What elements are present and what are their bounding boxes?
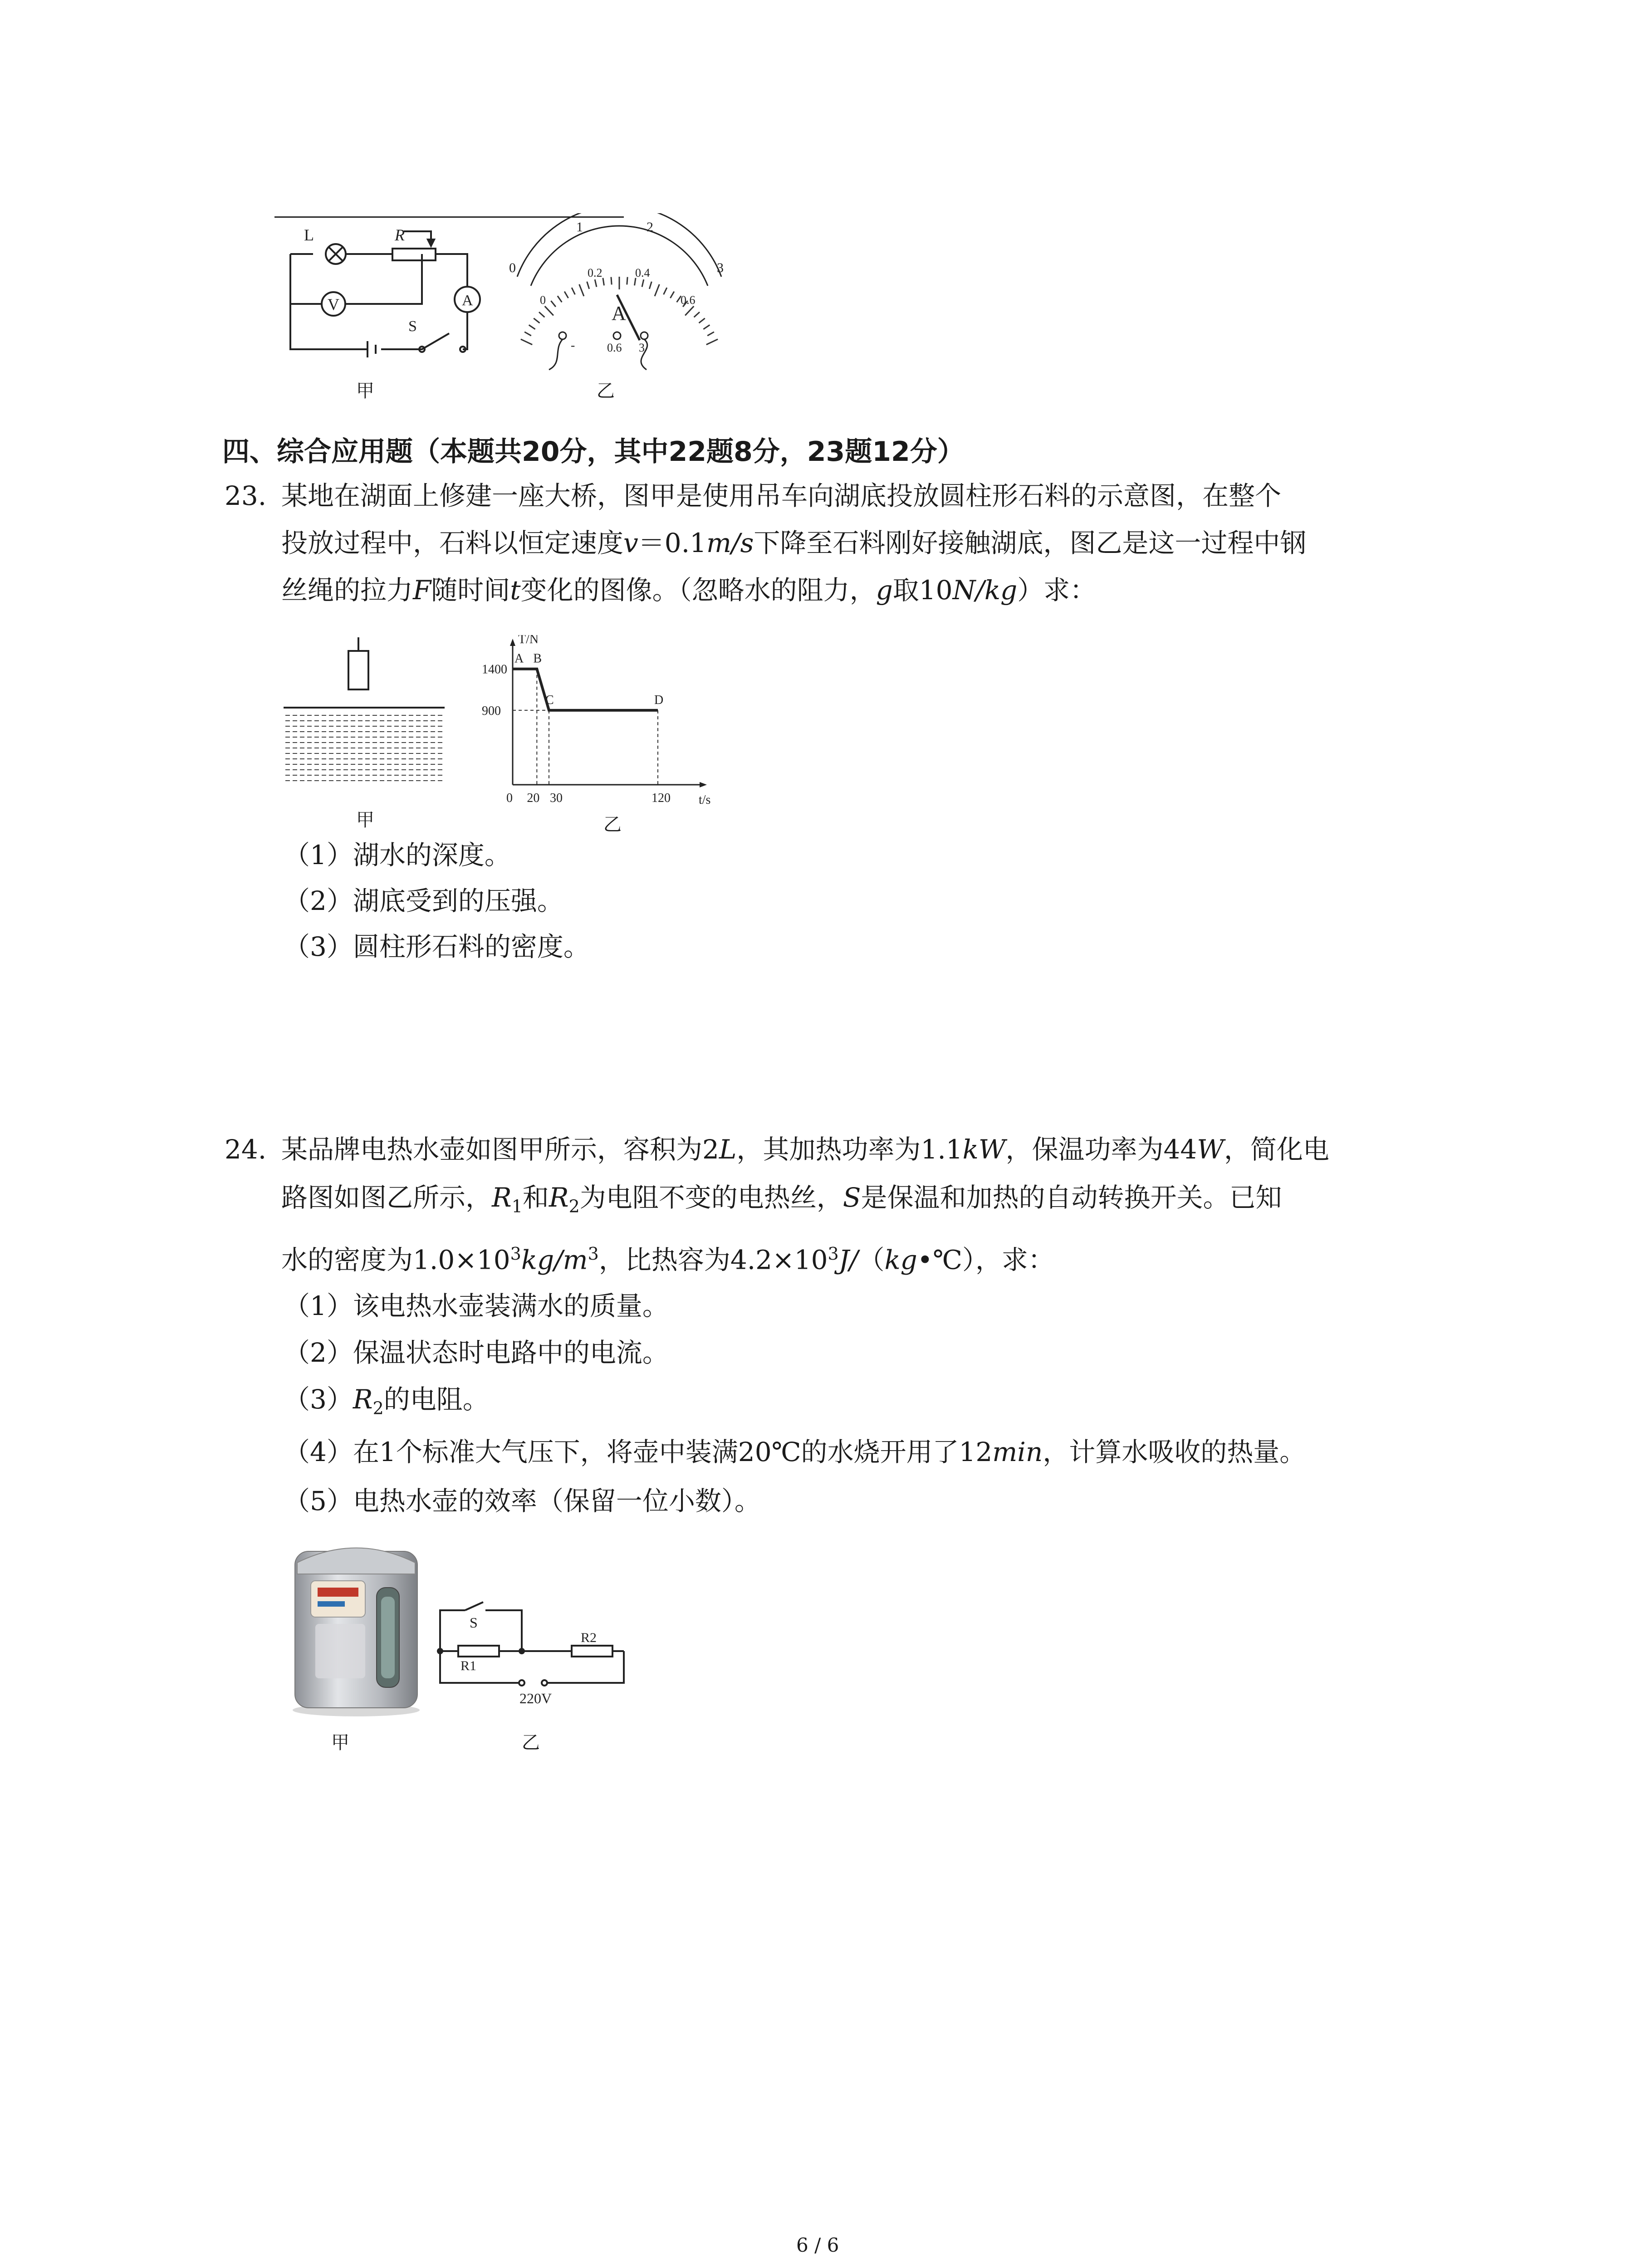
q23-sub1: （1）湖水的深度。 <box>284 840 511 870</box>
sup-3a: 3 <box>510 1244 521 1264</box>
x-tick-20: 20 <box>527 791 540 805</box>
circuit-label-A: A <box>462 292 473 309</box>
sup-3c: 3 <box>828 1244 839 1264</box>
unit-W: W <box>1197 1134 1224 1165</box>
unit-kgm: kg/m <box>521 1244 588 1276</box>
q23-line3-b: 随时间 <box>431 575 510 606</box>
unit-min: min <box>992 1437 1043 1467</box>
q23-line3-c: 变化的图像。（忽略水的阻力， <box>520 575 876 606</box>
q24-l3-d: •℃），求： <box>917 1244 1054 1276</box>
var-R2: R <box>549 1182 569 1213</box>
top-circuit-caption: 甲 <box>356 381 374 401</box>
unit-kW: kW <box>962 1134 1006 1165</box>
dial-upper-0: 0 <box>509 260 516 275</box>
unit-L: L <box>719 1134 737 1165</box>
q24-circuit-diagram <box>431 1592 635 1710</box>
q24-l3-b: ，比热容为4.2×10 <box>598 1244 828 1276</box>
sub-2: 2 <box>568 1196 580 1217</box>
point-label-B: B <box>533 651 542 666</box>
q23-caption-right: 乙 <box>603 814 622 835</box>
y-tick-1400: 1400 <box>482 662 507 677</box>
x-tick-120: 120 <box>652 791 671 805</box>
q24-l1-c: ，保温功率为44 <box>1005 1134 1197 1165</box>
q24-caption-right: 乙 <box>522 1732 540 1753</box>
x-tick-30: 30 <box>550 791 563 805</box>
chart-xlabel: t/s <box>699 793 711 807</box>
unit-kg: kg <box>884 1244 917 1276</box>
dial-lower-04: 0.4 <box>635 266 650 279</box>
circuit-label-S: S <box>408 318 417 335</box>
q24-r2-label: R2 <box>581 1630 597 1645</box>
sub-2b: 2 <box>372 1398 384 1418</box>
circuit-label-V: V <box>328 295 339 313</box>
q24-sub3-b: 的电阻。 <box>383 1384 489 1415</box>
q23-line2-b: ＝0.1 <box>638 528 707 558</box>
dial-lower-0: 0 <box>540 293 546 307</box>
q24-line3 <box>281 1244 1054 1276</box>
q23-caption-left: 甲 <box>356 810 374 831</box>
q23-line3-d: 取10 <box>892 575 953 606</box>
x-tick-0: 0 <box>506 791 513 805</box>
q23-number: 23. <box>225 480 267 511</box>
unit-J: J/ <box>838 1244 858 1276</box>
terminal-06: 0.6 <box>607 341 622 354</box>
q24-switch-label: S <box>470 1614 478 1631</box>
ammeter-dial <box>495 213 740 381</box>
q24-sub2: （2）保温状态时电路中的电流。 <box>284 1337 669 1368</box>
circuit-label-L: L <box>304 226 314 244</box>
top-circuit-diagram <box>272 213 499 363</box>
q23-sub3: （3）圆柱形石料的密度。 <box>284 931 590 962</box>
var-t: t <box>510 575 521 606</box>
q24-sub4-a: （4）在1个标准大气压下，将壶中装满20℃的水烧开用了12 <box>284 1437 993 1467</box>
q24-l1-b: ，其加热功率为1.1 <box>736 1134 963 1165</box>
terminal-3: 3 <box>639 341 645 354</box>
q24-sub4-b: ，计算水吸收的热量。 <box>1043 1437 1306 1467</box>
q23-line2-a: 投放过程中，石料以恒定速度 <box>281 528 624 558</box>
q24-l3-a: 水的密度为1.0×10 <box>281 1244 510 1276</box>
q24-sub3-a: （3） <box>284 1384 353 1415</box>
q23-line2-c: 下降至石料刚好接触湖底，图乙是这一过程中钢 <box>754 528 1307 558</box>
sup-3b: 3 <box>588 1244 599 1264</box>
dial-upper-2: 2 <box>647 220 653 235</box>
q24-sub3 <box>284 1386 489 1417</box>
q23-sub2: （2）湖底受到的压强。 <box>284 885 563 916</box>
var-v: v <box>623 528 638 558</box>
q23-line1: 某地在湖面上修建一座大桥，图甲是使用吊车向湖底投放圆柱形石料的示意图，在整个 <box>281 480 1282 511</box>
q24-l3-c: （ <box>858 1244 885 1276</box>
point-label-D: D <box>654 693 664 707</box>
dial-lower-02: 0.2 <box>588 266 603 279</box>
section-4-heading: 四、综合应用题（本题共20分，其中22题8分，23题12分） <box>222 436 965 468</box>
unit-ms: m/s <box>706 528 754 558</box>
dial-upper-1: 1 <box>576 220 583 235</box>
chart-ylabel: T/N <box>518 635 539 646</box>
dial-lower-06: 0.6 <box>681 293 696 307</box>
point-label-C: C <box>545 693 554 707</box>
q24-number: 24. <box>225 1134 267 1165</box>
q24-voltage-label: 220V <box>519 1690 552 1706</box>
q24-l2-b: 为电阻不变的电热丝， <box>579 1182 843 1213</box>
var-g: g <box>876 575 893 606</box>
dial-upper-3: 3 <box>717 260 724 275</box>
var-R2b: R <box>353 1384 373 1415</box>
q24-caption-left: 甲 <box>331 1732 349 1753</box>
circuit-label-R: R <box>395 226 405 244</box>
unit-nkg: N/kg <box>952 575 1018 606</box>
q24-line1 <box>281 1136 1329 1163</box>
var-S: S <box>843 1182 861 1213</box>
terminal-minus: - <box>571 338 575 352</box>
q23-line3-a: 丝绳的拉力 <box>281 575 413 606</box>
page-number: 6 / 6 <box>796 2234 839 2256</box>
y-tick-900: 900 <box>482 704 501 718</box>
q24-sub1: （1）该电热水壶装满水的质量。 <box>284 1290 669 1321</box>
var-R1: R <box>492 1182 512 1213</box>
q24-r1-label: R1 <box>460 1658 477 1673</box>
q23-lake-diagram <box>284 637 447 787</box>
q24-l1-a: 某品牌电热水壶如图甲所示，容积为2 <box>281 1134 719 1165</box>
kettle-image <box>284 1538 433 1719</box>
point-label-A: A <box>514 651 524 666</box>
q23-tension-chart <box>476 635 712 816</box>
q23-line2 <box>281 530 1306 556</box>
meter-caption: 乙 <box>597 381 615 401</box>
q23-line3 <box>281 575 1097 606</box>
tension-line <box>513 669 658 710</box>
var-F: F <box>413 575 431 606</box>
q24-l2-c: 是保温和加热的自动转换开关。已知 <box>861 1182 1282 1213</box>
dial-unit-A: A <box>612 302 626 324</box>
q24-sub4 <box>284 1439 1306 1465</box>
sub-1: 1 <box>511 1196 523 1217</box>
q24-sub5: （5）电热水壶的效率（保留一位小数）。 <box>284 1486 761 1516</box>
q24-l2-a: 路图如图乙所示， <box>281 1182 492 1213</box>
q24-line2 <box>281 1184 1282 1215</box>
q24-l2-and: 和 <box>522 1182 549 1213</box>
q23-line3-e: ）求： <box>1017 575 1097 606</box>
q24-l1-d: ，简化电 <box>1224 1134 1329 1165</box>
